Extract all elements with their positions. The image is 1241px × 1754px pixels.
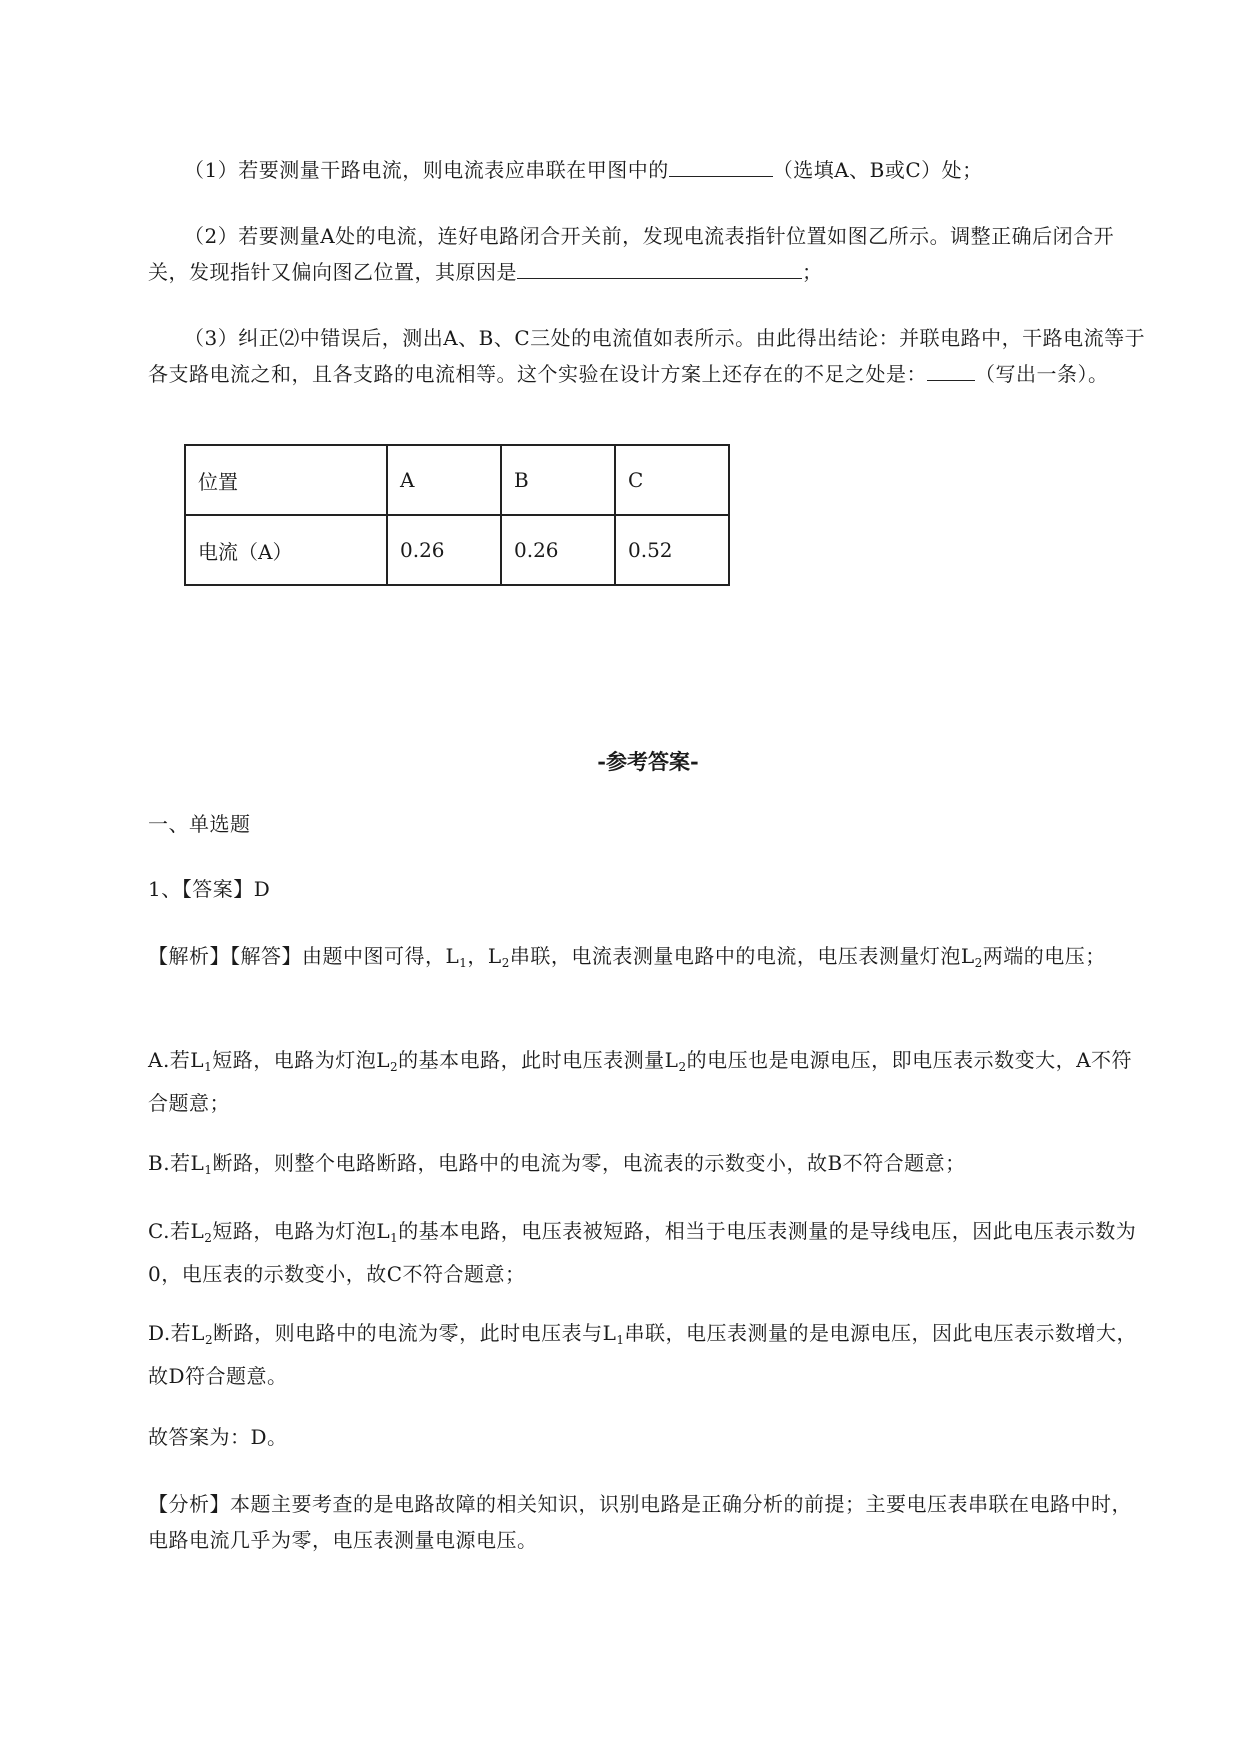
current-table [184,444,730,586]
answer-heading: -参考答案- [597,749,699,774]
table-cell: 电流（A） [185,515,387,585]
answer-blank-1 [669,154,773,177]
option-b-analysis: B.若$L_1$断路，则整个电路断路，电路中的电流为零，电流表的示数变小，故B不符合题意； [148,1151,966,1177]
table-cell: 0.26 [501,515,615,585]
section-title: 一、单选题 [148,812,251,836]
question-2: （2）若要测量A处的电流，连好电路闭合开关前，发现电流表指针位置如图乙所示。调整正确后闭合开关，发现指针又偏向图乙位置，其原因是 ； [148,224,1115,284]
answer-blank-2 [517,256,802,279]
table-cell: C [615,445,729,515]
table-row [185,445,729,515]
fenxi-paragraph: 【分析】本题主要考查的是电路故障的相关知识，识别电路是正确分析的前提；主要电压表串联在电路中时，电路电流几乎为零，电压表测量电源电压。 [148,1492,1132,1552]
question-1: （1）若要测量干路电流，则电流表应串联在甲图中的 （选填A、B或C）处； [148,152,1148,188]
question-3: （3）纠正⑵中错误后，测出A、B、C三处的电流值如表所示。由此得出结论：并联电路中，干路电流等于各支路电流之和，且各支路的电流相等。这个实验在设计方案上还存在的不足之处是： （写出一条）。 [148,326,1146,386]
answer-blank-3 [927,358,975,381]
conclusion: 故答案为：D。 [148,1425,288,1449]
analysis-paragraph: 【解析】【解答】由题中图可得，$L_1$，$L_2$串联，电流表测量电路中的电流，电压表测量灯泡$L_2$两端的电压； [148,944,1106,970]
table-cell: B [501,445,615,515]
option-d-analysis: D.若$L_2$断路，则电路中的电流为零，此时电压表与$L_1$串联，电压表测量的是电源电压，因此电压表示数增大，故D符合题意。 [148,1321,1138,1388]
table-cell: 位置 [185,445,387,515]
option-a-analysis: A.若$L_1$短路，电路为灯泡$L_2$的基本电路，此时电压表测量$L_2$的电压也是电源电压，即电压表示数变大，A不符合题意； [148,1048,1133,1115]
table-cell: 0.26 [387,515,501,585]
table-cell: A [387,445,501,515]
option-c-analysis: C.若$L_2$短路，电路为灯泡$L_1$的基本电路，电压表被短路，相当于电压表测量的是导线电压，因此电压表示数为0，电压表的示数变小，故C不符合题意； [148,1219,1137,1286]
table-cell: 0.52 [615,515,729,585]
table-row [185,515,729,585]
answer-1: 1、【答案】D [148,877,271,901]
